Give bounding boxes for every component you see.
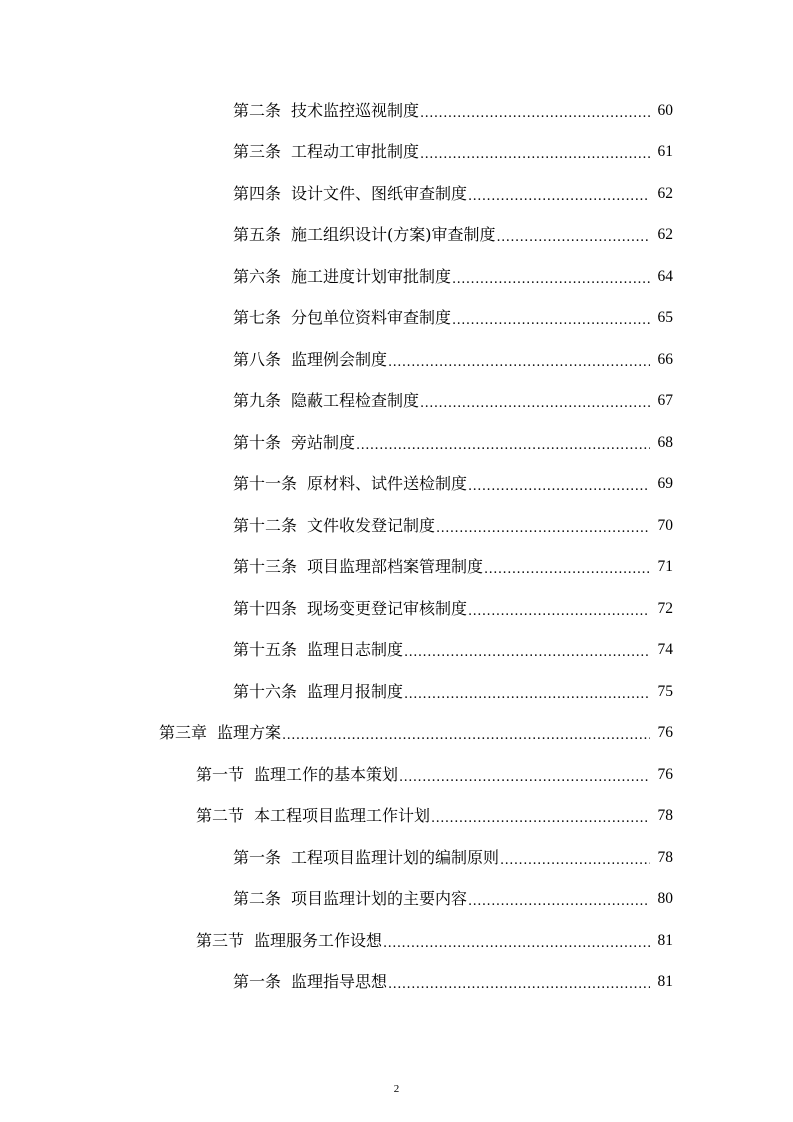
toc-entry-number: 第三章 <box>159 723 208 743</box>
toc-entry-number: 第八条 <box>233 349 282 369</box>
toc-entry-title: 监理月报制度 <box>307 681 404 701</box>
toc-entry-title: 旁站制度 <box>291 432 356 452</box>
toc-entry-page: 78 <box>657 848 673 866</box>
toc-entry-page: 75 <box>657 682 673 700</box>
page-number: 2 <box>393 1083 400 1095</box>
toc-entry-title: 设计文件、图纸审查制度 <box>291 183 468 203</box>
toc-entry[interactable] <box>0 90 793 132</box>
toc-entry-number: 第六条 <box>233 266 282 286</box>
toc-entry-page: 66 <box>657 350 673 368</box>
toc-entry[interactable] <box>0 464 793 506</box>
toc-entry-title: 施工组织设计(方案)审查制度 <box>291 225 496 245</box>
toc-entry-title: 文件收发登记制度 <box>307 515 436 535</box>
toc-entry-number: 第九条 <box>233 391 282 411</box>
toc-entry-page: 64 <box>657 267 673 285</box>
toc-entry-page: 67 <box>657 392 673 410</box>
toc-entry[interactable] <box>0 879 793 921</box>
toc-entry-page: 60 <box>657 101 673 119</box>
toc-entry-number: 第二条 <box>233 100 282 120</box>
dot-leader <box>404 643 650 663</box>
dot-leader <box>356 436 650 456</box>
toc-entry-title: 项目监理计划的主要内容 <box>291 889 468 909</box>
toc-entry-number: 第十五条 <box>233 640 298 660</box>
toc-entry-title: 工程动工审批制度 <box>291 142 420 162</box>
dot-leader <box>399 768 650 788</box>
toc-entry-page: 70 <box>657 516 673 534</box>
toc-entry-page: 81 <box>657 931 673 949</box>
toc-entry[interactable] <box>0 339 793 381</box>
toc-entry-number: 第一条 <box>233 972 282 992</box>
toc-entry-number: 第一条 <box>233 847 282 867</box>
toc-entry-page: 74 <box>657 641 673 659</box>
toc-entry-title: 监理日志制度 <box>307 640 404 660</box>
toc-entry-number: 第二条 <box>233 889 282 909</box>
dot-leader <box>388 353 650 373</box>
toc-entry[interactable] <box>0 256 793 298</box>
toc-entry[interactable] <box>0 962 793 1004</box>
toc-entry-title: 监理例会制度 <box>291 349 388 369</box>
dot-leader <box>484 560 650 580</box>
toc-entry-number: 第十六条 <box>233 681 298 701</box>
toc-entry-page: 78 <box>657 807 673 825</box>
toc-entry-number: 第十一条 <box>233 474 298 494</box>
dot-leader <box>468 602 650 622</box>
toc-entry-page: 71 <box>657 558 673 576</box>
toc-entry-number: 第五条 <box>233 225 282 245</box>
dot-leader <box>468 892 650 912</box>
dot-leader <box>497 228 650 248</box>
toc-entry[interactable] <box>0 547 793 589</box>
toc-entry-number: 第十条 <box>233 432 282 452</box>
toc-entry-title: 工程项目监理计划的编制原则 <box>291 847 500 867</box>
toc-entry-title: 监理指导思想 <box>291 972 388 992</box>
toc-entry-number: 第三条 <box>233 142 282 162</box>
toc-entry-chapter[interactable] <box>0 713 793 755</box>
toc-entry-page: 62 <box>657 184 673 202</box>
toc-entry[interactable] <box>0 588 793 630</box>
dot-leader <box>452 270 650 290</box>
toc-entry-page: 72 <box>657 599 673 617</box>
toc-entry-page: 65 <box>657 309 673 327</box>
table-of-contents <box>0 90 793 1003</box>
dot-leader <box>468 477 650 497</box>
dot-leader <box>388 975 650 995</box>
toc-entry-number: 第二节 <box>196 806 245 826</box>
toc-entry-page: 80 <box>657 890 673 908</box>
toc-entry-page: 68 <box>657 433 673 451</box>
toc-entry[interactable] <box>0 630 793 672</box>
toc-entry[interactable] <box>0 298 793 340</box>
toc-entry-title: 本工程项目监理工作计划 <box>254 806 431 826</box>
dot-leader <box>420 104 650 124</box>
toc-entry-page: 76 <box>657 765 673 783</box>
toc-entry[interactable] <box>0 671 793 713</box>
dot-leader <box>420 394 650 414</box>
toc-entry[interactable] <box>0 505 793 547</box>
toc-entry-page: 76 <box>657 724 673 742</box>
toc-entry[interactable] <box>0 422 793 464</box>
dot-leader <box>420 145 650 165</box>
toc-entry-title: 分包单位资料审查制度 <box>291 308 452 328</box>
dot-leader <box>452 311 650 331</box>
dot-leader <box>282 726 650 746</box>
toc-entry-title: 隐蔽工程检查制度 <box>291 391 420 411</box>
toc-entry-title: 项目监理部档案管理制度 <box>307 557 484 577</box>
toc-entry[interactable] <box>0 837 793 879</box>
toc-entry-title: 监理工作的基本策划 <box>254 764 399 784</box>
toc-entry[interactable] <box>0 173 793 215</box>
toc-entry-number: 第七条 <box>233 308 282 328</box>
toc-entry-page: 62 <box>657 226 673 244</box>
toc-entry-number: 第十二条 <box>233 515 298 535</box>
toc-entry-page: 61 <box>657 143 673 161</box>
toc-entry-number: 第三节 <box>196 930 245 950</box>
dot-leader <box>383 934 650 954</box>
toc-entry-title: 监理服务工作设想 <box>254 930 383 950</box>
toc-entry-section[interactable] <box>0 754 793 796</box>
toc-entry-title: 原材料、试件送检制度 <box>307 474 468 494</box>
toc-entry-title: 现场变更登记审核制度 <box>307 598 468 618</box>
toc-entry-title: 技术监控巡视制度 <box>291 100 420 120</box>
dot-leader <box>436 519 650 539</box>
dot-leader <box>468 187 650 207</box>
toc-entry-section[interactable] <box>0 920 793 962</box>
dot-leader <box>500 851 650 871</box>
toc-entry-page: 69 <box>657 475 673 493</box>
toc-entry-number: 第十四条 <box>233 598 298 618</box>
toc-entry[interactable] <box>0 215 793 257</box>
toc-entry-number: 第十三条 <box>233 557 298 577</box>
toc-entry[interactable] <box>0 381 793 423</box>
toc-entry[interactable] <box>0 132 793 174</box>
toc-entry-number: 第四条 <box>233 183 282 203</box>
toc-entry-title: 监理方案 <box>217 723 282 743</box>
toc-entry-number: 第一节 <box>196 764 245 784</box>
toc-entry-page: 81 <box>657 973 673 991</box>
toc-entry-section[interactable] <box>0 796 793 838</box>
dot-leader <box>404 685 650 705</box>
dot-leader <box>431 809 650 829</box>
toc-entry-title: 施工进度计划审批制度 <box>291 266 452 286</box>
